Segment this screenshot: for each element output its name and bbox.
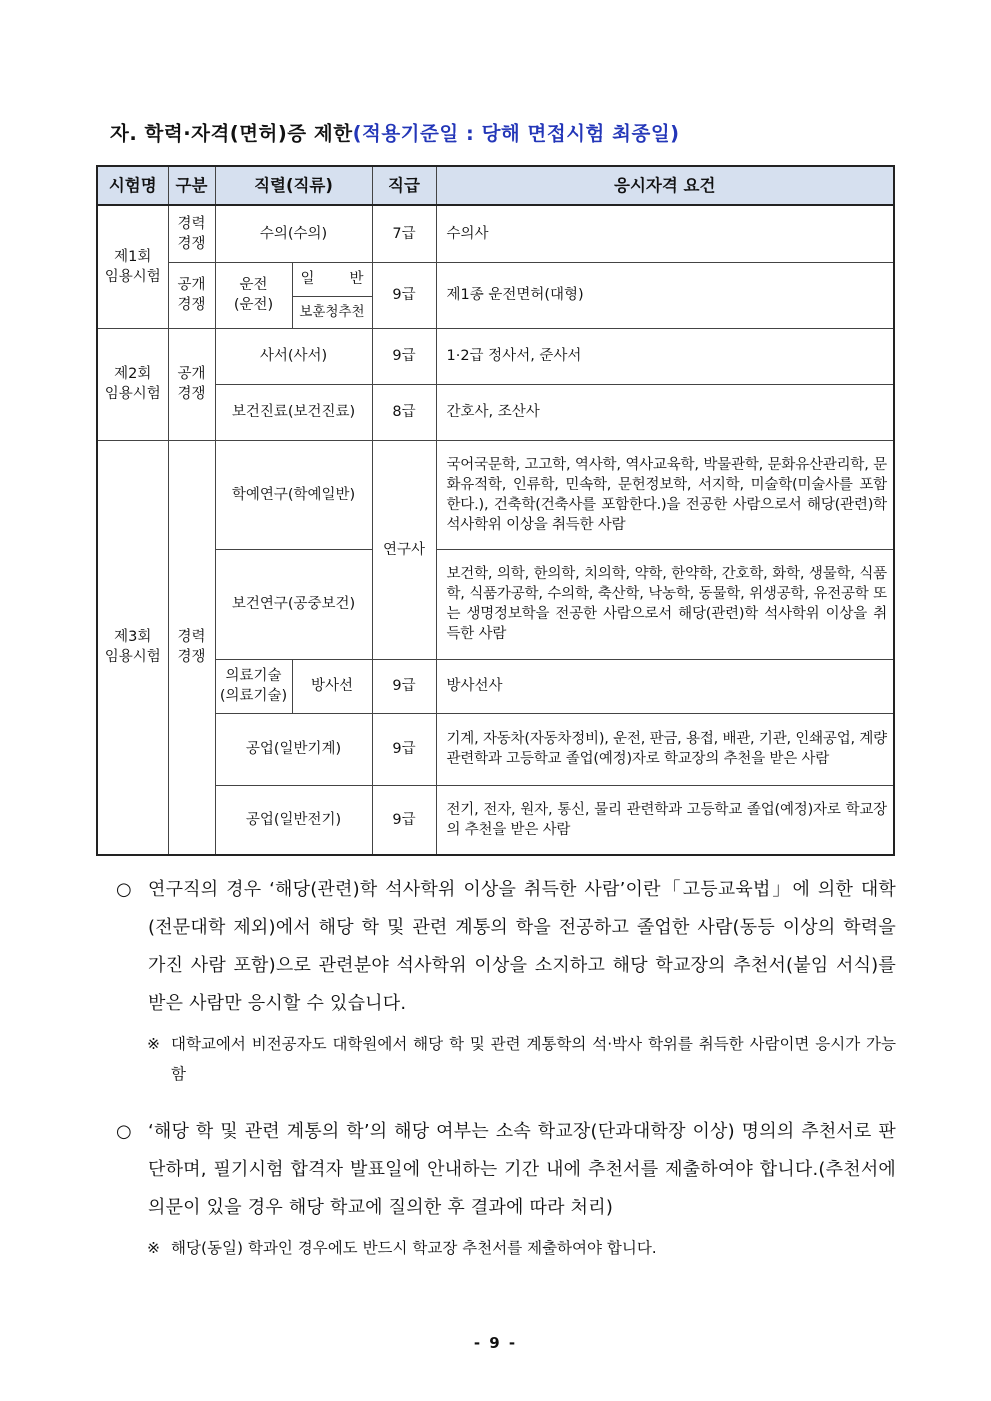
page-number: - 9 -: [473, 1334, 518, 1352]
exam-name: 제1회 임용시험: [97, 205, 168, 328]
heading-title: 자. 학력·자격(면허)증 제한: [110, 122, 353, 145]
header-grade: 직급: [372, 166, 436, 205]
table-header-row: [97, 166, 894, 205]
sub-note-text: 해당(동일) 학과인 경우에도 반드시 학교장 추천서를 제출하여야 합니다.: [171, 1239, 657, 1257]
job-grade: 9급: [372, 328, 436, 384]
job-series: 운전 (운전): [215, 262, 292, 328]
table-row: [97, 659, 894, 713]
job-series: 수의(수의): [215, 205, 372, 262]
requirement: 제1종 운전면허(대형): [436, 262, 894, 328]
note-block-2: [116, 1113, 896, 1263]
table-row: [97, 785, 894, 855]
job-grade: 9급: [372, 262, 436, 328]
job-grade: 9급: [372, 713, 436, 785]
table-row: [97, 384, 894, 440]
sub-note-text: 대학교에서 비전공자도 대학원에서 해당 학 및 관련 계통학의 석·박사 학위를 취득한 사람이면 응시가 가능함: [171, 1035, 896, 1083]
job-grade: 9급: [372, 659, 436, 713]
requirement: 방사선사: [436, 659, 894, 713]
job-subseries: 방사선: [292, 659, 372, 713]
note-block-1: [116, 871, 896, 1089]
table-row: [97, 440, 894, 549]
table-row: [97, 205, 894, 262]
requirement: 간호사, 조산사: [436, 384, 894, 440]
job-series: 사서(사서): [215, 328, 372, 384]
job-grade: 8급: [372, 384, 436, 440]
header-type: 구분: [168, 166, 215, 205]
header-exam: 시험명: [97, 166, 168, 205]
job-subseries: [292, 262, 372, 296]
header-requirement: 응시자격 요건: [436, 166, 894, 205]
job-grade: 9급: [372, 785, 436, 855]
job-subseries: 보훈청추천: [292, 296, 372, 328]
bullet-mark: ○: [116, 879, 132, 900]
sub-note: [116, 1233, 896, 1263]
exam-name: 제2회 임용시험: [97, 328, 168, 440]
subseries-char: 일: [300, 271, 315, 287]
exam-type: 공개 경쟁: [168, 262, 215, 328]
heading-reference-date: (적용기준일 : 당해 면접시험 최종일): [352, 122, 680, 145]
exam-type: 공개 경쟁: [168, 328, 215, 440]
table-row: [97, 549, 894, 659]
reference-mark: ※: [147, 1035, 160, 1053]
table-row: [97, 328, 894, 384]
job-series: 의료기술 (의료기술): [215, 659, 292, 713]
job-series: 보건진료(보건진료): [215, 384, 372, 440]
job-series: 학예연구(학예일반): [215, 440, 372, 549]
requirement: 1·2급 정사서, 준사서: [436, 328, 894, 384]
table-row: [97, 262, 894, 296]
qualification-table: [96, 165, 895, 856]
requirement: 기계, 자동차(자동차정비), 운전, 판금, 용접, 배관, 기관, 인쇄공업, 계량 관련학과 고등학교 졸업(예정)자로 학교장의 추천을 받은 사람: [436, 713, 894, 785]
exam-type: 경력 경쟁: [168, 440, 215, 855]
header-series: 직렬(직류): [215, 166, 372, 205]
requirement: 보건학, 의학, 한의학, 치의학, 약학, 한약학, 간호학, 화학, 생물학, 식품학, 식품가공학, 수의학, 축산학, 낙농학, 동물학, 위생공학, 유전공학 또는 생명정보학을 전공한 사람으로서 해당(관련)학 석사학위 이상을 취득한 사람: [436, 549, 894, 659]
bullet-text: ‘해당 학 및 관련 계통의 학’의 해당 여부는 소속 학교장(단과대학장 이상) 명의의 추천서로 판단하며, 필기시험 합격자 발표일에 안내하는 기간 내에 추천서를 제출하여야 합니다.(추천서에 의문이 있을 경우 해당 학교에 질의한 후 결과에 따라 처리): [148, 1121, 896, 1218]
sub-note: [116, 1029, 896, 1089]
table-row: [97, 713, 894, 785]
job-grade: 7급: [372, 205, 436, 262]
job-series: 공업(일반전기): [215, 785, 372, 855]
reference-mark: ※: [147, 1239, 160, 1257]
bullet-note: [116, 1113, 896, 1227]
job-series: 보건연구(공중보건): [215, 549, 372, 659]
subseries-char: 반: [349, 271, 364, 287]
job-series: 공업(일반기계): [215, 713, 372, 785]
job-grade: 연구사: [372, 440, 436, 659]
requirement: 수의사: [436, 205, 894, 262]
exam-type: 경력 경쟁: [168, 205, 215, 262]
bullet-text: 연구직의 경우 ‘해당(관련)학 석사학위 이상을 취득한 사람’이란「고등교육법」에 의한 대학(전문대학 제외)에서 해당 학 및 관련 계통의 학을 전공하고 졸업한 사람(동등 이상의 학력을 가진 사람 포함)으로 관련분야 석사학위 이상을 소지하고 해당 학교장의 추천서(붙임 서식)를 받은 사람만 응시할 수 있습니다.: [148, 879, 896, 1014]
bullet-mark: ○: [116, 1121, 132, 1142]
exam-name: 제3회 임용시험: [97, 440, 168, 855]
requirement: 국어국문학, 고고학, 역사학, 역사교육학, 박물관학, 문화유산관리학, 문화유적학, 인류학, 민속학, 문헌정보학, 서지학, 미술학(미술사를 포함한다.), 건축학(건축사를 포함한다.)을 전공한 사람으로서 해당(관련)학 석사학위 이상을 취득한 사람: [436, 440, 894, 549]
requirement: 전기, 전자, 원자, 통신, 물리 관련학과 고등학교 졸업(예정)자로 학교장의 추천을 받은 사람: [436, 785, 894, 855]
bullet-note: [116, 871, 896, 1023]
section-heading: [110, 118, 680, 146]
